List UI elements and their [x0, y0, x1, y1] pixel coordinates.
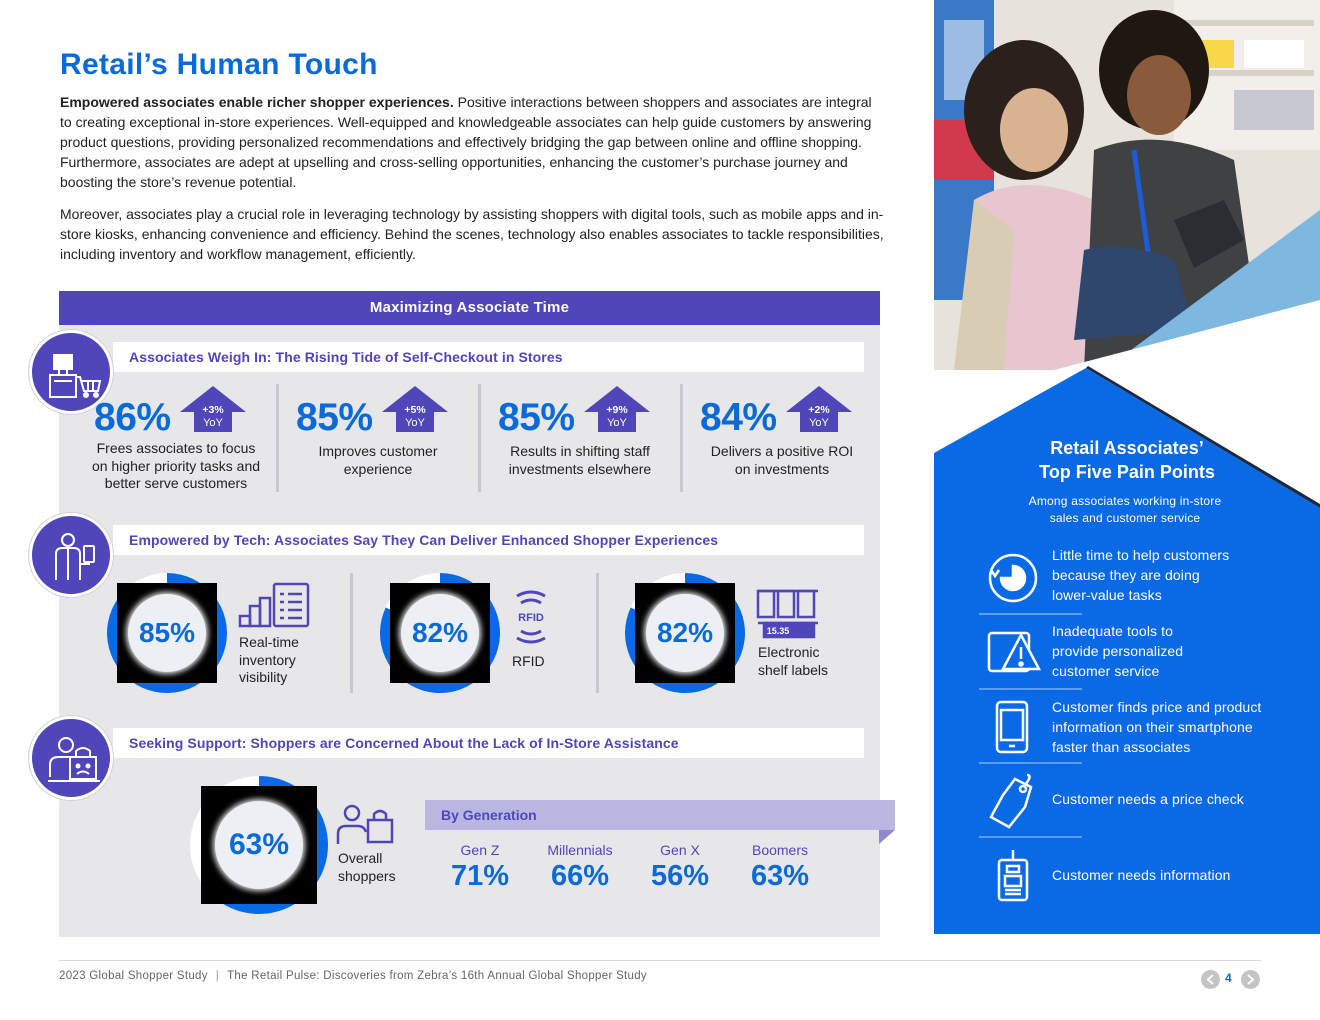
- pain-point-text: [1052, 545, 1302, 605]
- label-line: shelf labels: [758, 661, 829, 678]
- footer: [59, 970, 647, 982]
- yoy-label: YoY: [607, 417, 627, 429]
- intro-paragraph-1: [60, 92, 885, 192]
- subtitle-line: sales and customer service: [1049, 511, 1201, 525]
- label-line: Overall: [338, 850, 383, 866]
- pain-point-line: because they are doing: [1052, 567, 1200, 583]
- separator: [979, 688, 1082, 690]
- yoy-change: +2%: [808, 404, 830, 416]
- divider: [596, 573, 599, 693]
- panel-header: Maximizing Associate Time: [59, 291, 880, 325]
- shopper-bag-icon: [336, 804, 396, 851]
- stat-value: 86%: [94, 396, 171, 439]
- subtitle-line: Among associates working in-store: [1028, 494, 1222, 508]
- section-2-header: [113, 525, 864, 555]
- clock-icon: [985, 550, 1041, 606]
- generation-stat: [630, 842, 730, 893]
- stat-card: [76, 384, 276, 494]
- intro-body-1: Positive interactions between shoppers and associates are integral to creating exceptional in-store experiences. Well-equipped and knowledgeable associates can help guide customers by answering product questions, providing personalized recommendations and effectively bridging the gap between online and offline shopping. Furthermore, associates are adept at upselling and cross-selling opportunities, enhancing the customer’s purchase journey and boosting the store’s revenue potential.: [60, 94, 872, 190]
- next-page-button[interactable]: [1241, 970, 1260, 989]
- inventory-icon: [238, 582, 312, 635]
- intro-text: [60, 92, 885, 276]
- generation-label: Boomers: [751, 842, 809, 858]
- divider: [350, 573, 353, 693]
- pain-point-line: Customer finds price and product: [1052, 699, 1262, 715]
- stat-card: [480, 384, 680, 494]
- generation-label: Millennials: [547, 842, 613, 858]
- donut-chart: [107, 573, 227, 693]
- footer-divider: [59, 960, 1261, 961]
- desc-line: Frees associates to focus: [96, 440, 256, 456]
- pain-point-line: lower-value tasks: [1052, 587, 1162, 603]
- pain-point-line: provide personalized: [1052, 643, 1184, 659]
- intro-lead: Empowered associates enable richer shopper experiences.: [60, 94, 454, 110]
- yoy-badge: [180, 386, 246, 432]
- desc-line: better serve customers: [104, 475, 248, 491]
- label-line: visibility: [239, 669, 288, 685]
- pain-point-text: Customer needs a price check: [1052, 791, 1244, 807]
- price-tag-icon: [985, 773, 1041, 829]
- desc-line: experience: [343, 460, 413, 477]
- yoy-change: +3%: [202, 404, 224, 416]
- section-3-title: Seeking Support: Shoppers are Concerned About the Lack of In-Store Assistance: [129, 735, 679, 751]
- desc-line: on investments: [734, 460, 830, 477]
- yoy-label: YoY: [203, 417, 223, 429]
- donut-value: 82%: [656, 617, 714, 648]
- pain-point-line: Little time to help customers: [1052, 547, 1230, 563]
- generation-stat: [430, 842, 530, 893]
- desc-line: Delivers a positive ROI: [710, 443, 854, 459]
- overall-label: [338, 850, 396, 885]
- intro-paragraph-2: Moreover, associates play a crucial role in leveraging technology by assisting shoppers with digital tools, such as mobile apps and in-store kiosks, enhancing convenience and efficiency. Behind the scenes, technology also enables associates to tackle responsibilities, including inventory and workflow management, efficiently.: [60, 206, 884, 262]
- donut-value: 82%: [411, 617, 469, 648]
- desc-line: Results in shifting staff: [510, 443, 650, 459]
- pain-point-line: faster than associates: [1052, 739, 1191, 755]
- page-title: Retail’s Human Touch: [60, 48, 378, 81]
- section-3-header: [113, 728, 864, 758]
- tech-label: RFID: [512, 653, 545, 669]
- chevron-left-icon: [1206, 974, 1215, 985]
- stat-card: [682, 384, 882, 494]
- svg-text:RFID: RFID: [518, 612, 544, 624]
- separator: [979, 613, 1082, 615]
- warning-device-icon: [985, 625, 1041, 681]
- ribbon-fold: [879, 830, 895, 844]
- shopper-concern-icon: [29, 716, 113, 800]
- footer-study: 2023 Global Shopper Study: [59, 970, 208, 982]
- generation-stat: [530, 842, 630, 893]
- stat-value: 85%: [498, 396, 575, 439]
- label-line: inventory: [239, 651, 296, 668]
- pain-points-title: [934, 436, 1320, 484]
- generation-value: 66%: [550, 860, 610, 892]
- stat-description: [682, 443, 882, 478]
- pain-point-line: Inadequate tools to: [1052, 623, 1173, 639]
- section-2-title: Empowered by Tech: Associates Say They Can Deliver Enhanced Shopper Experiences: [129, 532, 719, 548]
- yoy-label: YoY: [405, 417, 425, 429]
- generation-label: Gen Z: [460, 842, 500, 858]
- label-line: shoppers: [338, 867, 396, 884]
- pain-point-text: [1052, 621, 1302, 681]
- stat-value: 85%: [296, 396, 373, 439]
- pain-points-subtitle: [990, 493, 1260, 527]
- yoy-change: +9%: [606, 404, 628, 416]
- stat-card: [278, 384, 478, 494]
- yoy-badge: [584, 386, 650, 432]
- stat-description: [480, 443, 680, 478]
- generation-value: 71%: [450, 860, 510, 892]
- pain-point-line: customer service: [1052, 663, 1160, 679]
- generation-stat: [730, 842, 830, 893]
- donut-chart: [625, 573, 745, 693]
- donut-chart: [190, 776, 328, 914]
- yoy-change: +5%: [404, 404, 426, 416]
- section-1-title: Associates Weigh In: The Rising Tide of Self-Checkout in Stores: [129, 349, 563, 365]
- generation-label: Gen X: [660, 842, 700, 858]
- section-1-header: [113, 342, 864, 372]
- by-generation-title: By Generation: [441, 807, 537, 823]
- donut-value: 85%: [138, 617, 196, 648]
- stat-description: [76, 440, 276, 493]
- tech-label: [239, 634, 299, 687]
- donut-chart: [380, 573, 500, 693]
- yoy-label: YoY: [809, 417, 829, 429]
- previous-page-button[interactable]: [1201, 970, 1220, 989]
- desc-line: on higher priority tasks and: [91, 457, 261, 474]
- rfid-icon: [509, 590, 553, 651]
- stat-value: 84%: [700, 396, 777, 439]
- pain-point-line: information on their smartphone: [1052, 719, 1253, 735]
- yoy-badge: [382, 386, 448, 432]
- generation-value: 63%: [750, 860, 810, 892]
- associate-with-device-icon: [29, 513, 113, 597]
- shelf-label-icon: [756, 589, 820, 646]
- donut-value: 63%: [228, 828, 290, 861]
- label-line: Real-time: [239, 634, 299, 650]
- footer-report-title: The Retail Pulse: Discoveries from Zebra’s 16th Annual Global Shopper Study: [227, 970, 647, 982]
- shelf-label-text: 15.35: [766, 626, 790, 636]
- label-line: Electronic: [758, 644, 820, 660]
- yoy-badge: [786, 386, 852, 432]
- by-generation-header: [425, 800, 895, 830]
- id-badge-icon: [985, 848, 1041, 904]
- stat-description: [278, 443, 478, 478]
- desc-line: Improves customer: [318, 443, 438, 459]
- pain-points-background: [934, 300, 1320, 934]
- smartphone-icon: [985, 700, 1041, 756]
- separator: [979, 836, 1082, 838]
- chevron-right-icon: [1246, 974, 1255, 985]
- separator: [979, 762, 1082, 764]
- footer-separator: |: [215, 970, 220, 982]
- generation-value: 56%: [650, 860, 710, 892]
- title-line: Retail Associates’: [1050, 438, 1204, 458]
- title-line: Top Five Pain Points: [1039, 462, 1215, 482]
- tech-label: [758, 644, 828, 679]
- page-number: 4: [1225, 971, 1232, 985]
- pain-point-text: Customer needs information: [1052, 867, 1231, 883]
- desc-line: investments elsewhere: [508, 460, 652, 477]
- pain-point-text: [1052, 697, 1302, 757]
